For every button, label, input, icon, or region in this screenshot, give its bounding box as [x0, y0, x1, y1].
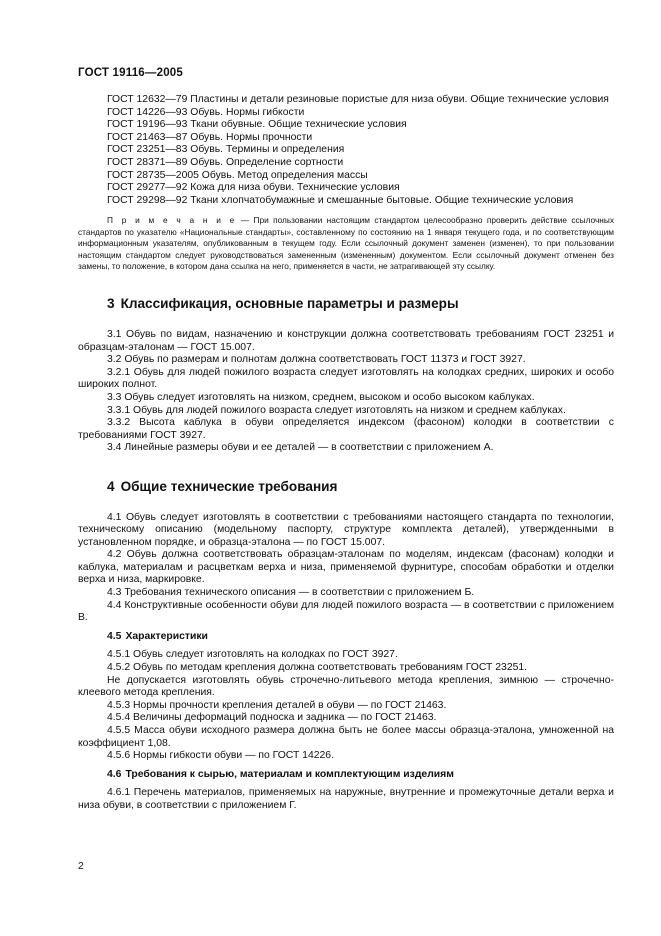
section-3-heading: [107, 298, 614, 311]
clause-paragraph: 4.1 Обувь следует изготовлять в соответствии с требованиями настоящего стандарта по технологии, техническому описанию (модельному паспорту, структуре комплекта деталей), утвержденными в установленном порядке, и образца-эталона — по ГОСТ 15.007.: [78, 511, 614, 548]
clause-paragraph: 4.2 Обувь должна соответствовать образцам-эталонам по моделям, индексам (фасонам) колодки и каблука, материалам и расцветкам верха и низа, применяемой фурнитуре, способам обработки и отделки верха и низа, маркировке.: [78, 549, 614, 586]
section-number: 3: [107, 296, 115, 312]
reference-item: ГОСТ 12632—79 Пластины и детали резиновые пористые для низа обуви. Общие технические условия: [107, 94, 609, 105]
clause-paragraph: 4.6.1 Перечень материалов, применяемых на наружные, внутренние и промежуточные детали верха и низа обуви, в соответствии с приложением Г.: [78, 787, 614, 811]
reference-item: ГОСТ 19196—93 Ткани обувные. Общие технические условия: [107, 119, 407, 131]
clause-paragraph: 3.2 Обувь по размерам и полнотам должна соответствовать ГОСТ 11373 и ГОСТ 3927.: [107, 354, 526, 366]
clause-paragraph: 4.5.5 Масса обуви исходного размера должна быть не более массы образца-эталона, умноженной на коэффициент 1,08.: [78, 725, 614, 749]
clause-paragraph: Не допускается изготовлять обувь строчечно-литьевого метода крепления, зимнюю — строчечно-клеевого метода крепления.: [78, 674, 614, 699]
page-number: 2: [78, 861, 84, 872]
section-number: 4: [107, 478, 115, 494]
clause-paragraph: 4.5.3 Нормы прочности крепления деталей в обуви — по ГОСТ 21463.: [107, 699, 447, 711]
clause-paragraph: 4.5.2 Обувь по методам крепления должна соответствовать требованиям ГОСТ 23251.: [107, 662, 528, 674]
reference-item: ГОСТ 21463—87 Обувь. Нормы прочности: [107, 131, 313, 143]
clause-paragraph: 3.1 Обувь по видам, назначению и конструкции должна соответствовать требованиям ГОСТ 23251 и образцам-эталонам — ГОСТ 15.007.: [78, 328, 614, 353]
running-header: ГОСТ 19116—2005: [78, 67, 183, 79]
clause-paragraph: 3.2.1 Обувь для людей пожилого возраста следует изготовлять на колодках средних, широких и особо широких полнот.: [78, 366, 614, 391]
reference-item: ГОСТ 28371—89 Обувь. Определение сортности: [107, 156, 344, 168]
subsection-number: 4.5: [107, 630, 122, 642]
reference-item: ГОСТ 14226—93 Обувь. Нормы гибкости: [107, 106, 305, 118]
reference-item: ГОСТ 29298—92 Ткани хлопчатобумажные и смешанные бытовые. Общие технические условия: [107, 194, 574, 206]
reference-item: ГОСТ 28735—2005 Обувь. Метод определения массы: [107, 169, 368, 181]
reference-item: ГОСТ 29277—92 Кожа для низа обуви. Технические условия: [107, 182, 400, 194]
clause-paragraph: 3.3.1 Обувь для людей пожилого возраста следует изготовлять на низком и среднем каблуках.: [107, 404, 566, 416]
note-text: — При пользовании настоящим стандартом целесообразно проверить действие ссылочных стандартов по указателю «Национальные стандарты», составленному по состоянию на 1 января текущего года, и по соответствующим информационным указателям, опубликованным в текущем году. Если ссылочный документ заменен (изменен), то при пользовании настоящим стандартом следует руководствоваться замененным (измененным) документом. Если ссылочный документ отменен без замены, то положение, в котором дана ссылка на него, применяется в части, не затрагивающей эту ссылку.: [78, 215, 614, 271]
subsection-number: 4.6: [107, 768, 122, 780]
subsection-4-5-heading: [107, 631, 614, 644]
clause-paragraph: 4.5.4 Величины деформаций подноска и задника — по ГОСТ 21463.: [107, 712, 437, 724]
clause-paragraph: 4.4 Конструктивные особенности обуви для людей пожилого возраста — в соответствии с приложением В.: [78, 599, 614, 624]
clause-paragraph: 4.3 Требования технического описания — в соответствии с приложением Б.: [107, 587, 475, 599]
section-title: Общие технические требования: [120, 478, 338, 494]
section-4-heading: [107, 478, 614, 494]
reference-item: ГОСТ 23251—83 Обувь. Термины и определения: [107, 144, 345, 156]
subsection-4-6-heading: [107, 769, 614, 782]
note-label: П р и м е ч а н и е: [107, 215, 237, 226]
clause-paragraph: 3.3 Обувь следует изготовлять на низком, среднем, высоком и особо высоком каблуках.: [107, 391, 535, 403]
page-content: [78, 94, 614, 813]
clause-paragraph: 4.5.1 Обувь следует изготовлять на колодках по ГОСТ 3927.: [107, 649, 398, 661]
normative-references-list: [78, 94, 614, 207]
clause-paragraph: 3.3.2 Высота каблука в обуви определяется индексом (фасоном) колодки в соответствии с требованиями ГОСТ 3927.: [78, 417, 614, 441]
subsection-title: Требования к сырью, материалам и комплектующим изделиям: [125, 768, 454, 780]
section-title: Классификация, основные параметры и размеры: [120, 296, 459, 312]
note-paragraph: [78, 215, 614, 272]
clause-paragraph: 4.5.6 Нормы гибкости обуви — по ГОСТ 14226.: [107, 750, 334, 762]
subsection-title: Характеристики: [125, 630, 208, 642]
clause-paragraph: 3.4 Линейные размеры обуви и ее деталей — в соответствии с приложением А.: [107, 442, 494, 454]
